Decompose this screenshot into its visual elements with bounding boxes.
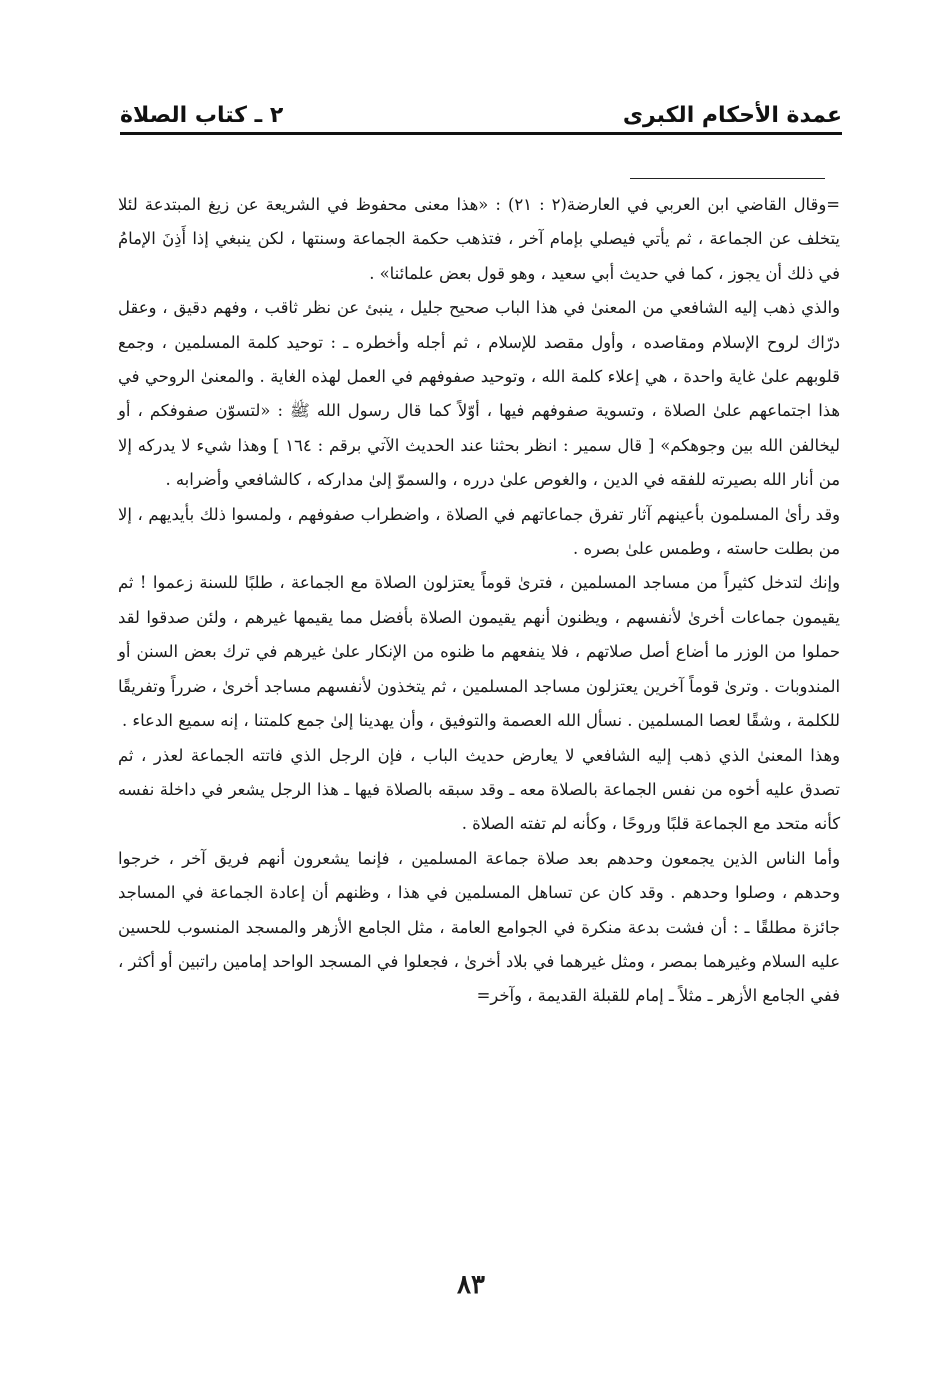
header-divider <box>120 132 842 135</box>
paragraph-4: وإنك لتدخل كثيراً من مساجد المسلمين ، فترىٰ قوماً يعتزلون الصلاة مع الجماعة ، طلبًا للسنة زعموا ! ثم يقيمون جماعات أخرىٰ لأنفسهم ، ويظنون أنهم يقيمون الصلاة بأفضل مما يقيمها غيرهم ، ولئن صدقوا لقد حملوا من الوزر ما أضاع أصل صلاتهم ، فلا ينفعهم ما ظنوه من الإنكار علىٰ غيرهم في ترك بعض السنن أو المندوبات . وترىٰ قوماً آخرين يعتزلون مساجد المسلمين ، ثم يتخذون لأنفسهم مساجد أخرىٰ ، ضرراً وتفريقًا للكلمة ، وشقًا لعصا المسلمين . نسأل الله العصمة والتوفيق ، وأن يهدينا إلىٰ جمع كلمتنا ، إنه سميع الدعاء . <box>118 573 841 731</box>
footnote-divider <box>630 178 825 179</box>
chapter-title: ٢ ـ كتاب الصلاة <box>120 103 284 128</box>
page-number: ٨٣ <box>457 1270 485 1300</box>
footnote-text <box>118 188 840 1014</box>
running-header <box>120 96 842 130</box>
book-title: عمدة الأحكام الكبرى <box>622 103 842 128</box>
paragraph-6: وأما الناس الذين يجمعون وحدهم بعد صلاة جماعة المسلمين ، فإنما يشعرون أنهم فريق آخر ، خرجوا وحدهم ، وصلوا وحدهم . وقد كان عن تساهل المسلمين في هذا ، وظنهم أن إعادة الجماعة في المساجد جائزة مطلقًا ـ : أن فشت بدعة منكرة في الجوامع العامة ، مثل الجامع الأزهر والمسجد المنسوب للحسين عليه السلام وغيرهما بمصر ، ومثل غيرهما في بلاد أخرىٰ ، فجعلوا في المسجد الواحد إمامين راتبين أو أكثر ، ففي الجامع الأزهر ـ مثلاً ـ إمام للقبلة القديمة ، وآخر= <box>118 848 840 1006</box>
paragraph-1: =وقال القاضي ابن العربي في العارضة(٢ : ٢١) : «هذا معنى محفوظ في الشريعة عن زيغ المبتدعة لئلا يتخلف عن الجماعة ، ثم يأتي فيصلي بإمام آخر ، فتذهب حكمة الجماعة وسنتها ، لكن ينبغي إذا أَذِنَ الإمامُ في ذلك أن يجوز ، كما في حديث أبي سعيد ، وهو قول بعض علمائنا» . <box>118 195 840 283</box>
paragraph-3: وقد رأىٰ المسلمون بأعينهم آثار تفرق جماعاتهم في الصلاة ، واضطراب صفوفهم ، ولمسوا ذلك بأيديهم ، إلا من بطلت حاسته ، وطمس علىٰ بصره . <box>118 504 840 559</box>
paragraph-2: والذي ذهب إليه الشافعي من المعنىٰ في هذا الباب صحيح جليل ، ينبئ عن نظر ثاقب ، وفهم دقيق ، وعقل درّاك لروح الإسلام ومقاصده ، وأول مقصد للإسلام ، ثم أجله وأخطره ـ : توحيد كلمة المسلمين ، وجمع قلوبهم علىٰ غاية واحدة ، هي إعلاء كلمة الله ، وتوحيد صفوفهم في العمل لهذه الغاية . والمعنىٰ الروحي في هذا اجتماعهم علىٰ الصلاة ، وتسوية صفوفهم فيها ، أوّلاً كما قال رسول الله ﷺ : «لتسوّن صفوفكم ، أو ليخالفن الله بين وجوهكم» [ قال سمير : انظر بحثنا عند الحديث الآتي برقم : ١٦٤ ] وهذا شيء لا يدركه إلا من أنار الله بصيرته للفقه في الدين ، والغوص علىٰ درره ، والسموّ إلىٰ مداركه ، كالشافعي وأضرابه . <box>118 298 840 490</box>
paragraph-5: وهذا المعنىٰ الذي ذهب إليه الشافعي لا يعارض حديث الباب ، فإن الرجل الذي فاتته الجماعة لعذر ، ثم تصدق عليه أخوه من نفس الجماعة بالصلاة معه ـ وقد سبقه بالصلاة فيها ـ هذا الرجل يشعر في داخلة نفسه كأنه متحد مع الجماعة قلبًا وروحًا ، وكأنه لم تفته الصلاة . <box>118 745 840 834</box>
